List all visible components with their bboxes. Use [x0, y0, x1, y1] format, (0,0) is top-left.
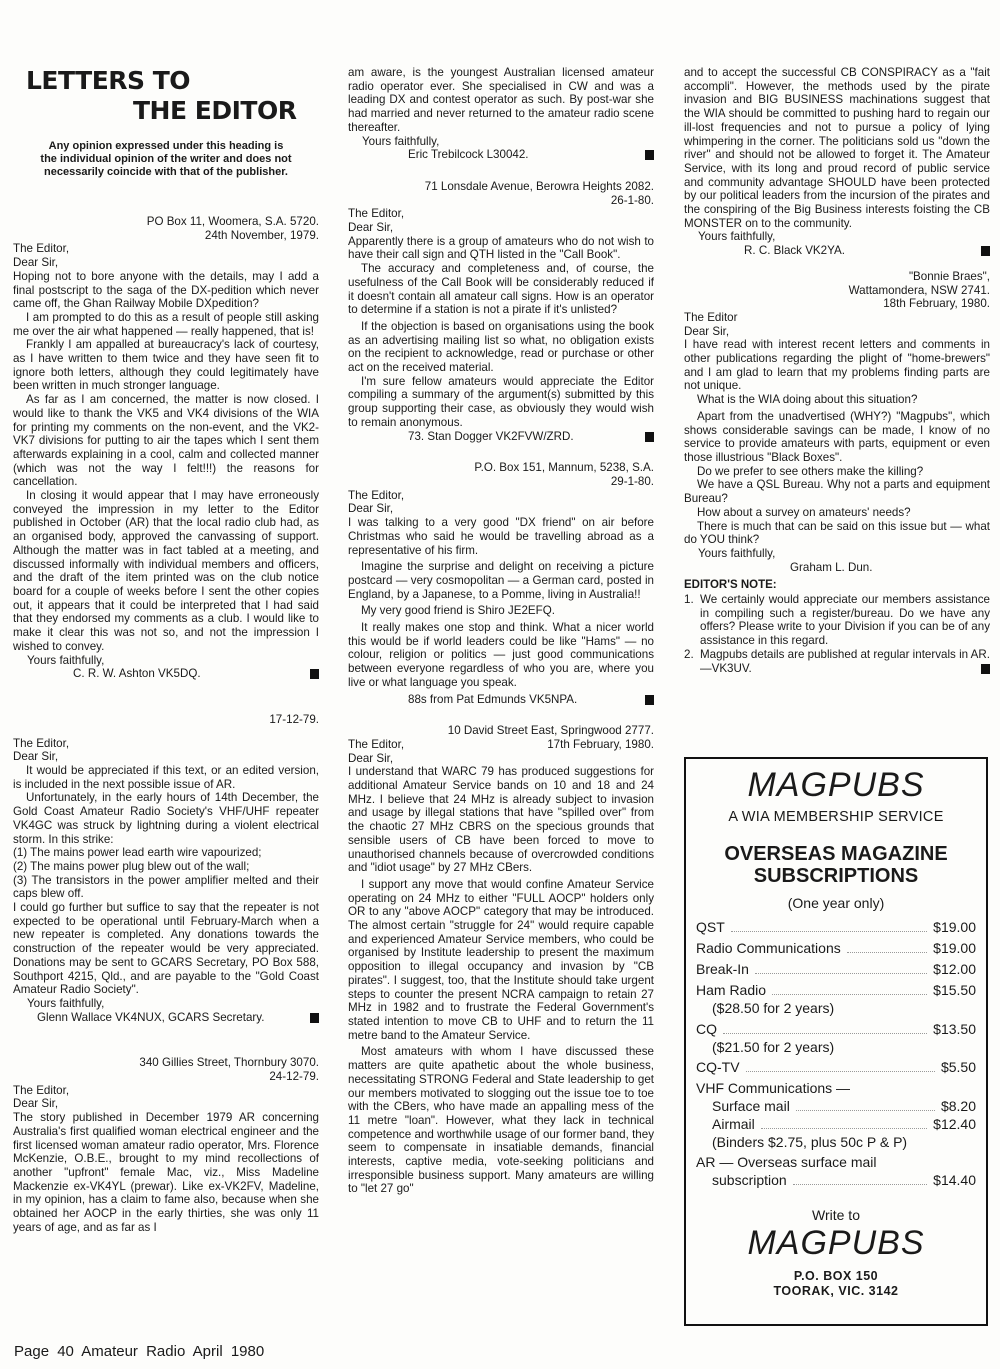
price-row [696, 919, 976, 936]
letter-paragraph: The accuracy and completeness and, of course, the usefulness of the Call Book will be considerably reduced if it doesn't contain all amateur call signs. How is an operator to determine if a station is not a pirate if it's unlisted? [348, 262, 654, 317]
magazine-price: $15.50 [933, 982, 976, 998]
column-2 [348, 66, 654, 1196]
letter-signature [684, 244, 990, 258]
letter-paragraph: Apparently there is a group of amateurs who do not wish to have their call sign and QTH listed in the "Call Book". [348, 234, 654, 262]
letter-address: P.O. Box 151, Mannum, 5238, S.A. [474, 461, 654, 475]
price-row [696, 1080, 976, 1097]
signature-text: R. C. Black VK2YA. [744, 244, 845, 258]
letter-closing: Yours faithfully, [27, 653, 105, 667]
letter-paragraph: I could go further but suffice to say that the repeater is not expected to be operational until February-March when a new repeater is completed. Any donations towards the construction of the repeater would be very appreciated. Donations may be sent to GCARS Secretary, PO Box 588, Southport 4215, Qld., and are payable to the "Gold Coast Amateur Radio Society". [13, 901, 319, 997]
magazine-price: $19.00 [933, 919, 976, 935]
letter-paragraph: I'm sure fellow amateurs would appreciate the Editor compiling a summary of the argument(s) submitted by this group supporting their case, as obviously they would wish to remain anonymous. [348, 374, 654, 429]
letter-paragraph: Frankly I am appalled at bureaucracy's lack of courtesy, as I have written to them twice and they have seen fit to ignore both letters, although they could legitimately have been written in much stronger language. [13, 338, 319, 393]
letter-paragraph: The story published in December 1979 AR concerning Australia's first qualified woman electrical engineer and the first licensed woman amateur radio operator, Mrs. Florence McKenzie, O.B.E., brought to my mind recollections of another "upfront" female Mac, viz., Miss Madeline Mackenzie ex-VK4YL (prewar). Like ex-VK2FV, Madeline, in my opinion, has a claim to fame also, because when she obtained her AOCP in the early thirties, she was only 11 years of age, and as far as I [13, 1111, 319, 1234]
price-row [696, 982, 976, 999]
ad-service-line: A WIA MEMBERSHIP SERVICE [728, 809, 944, 825]
signature-text: 73. Stan Dogger VK2FVW/ZRD. [408, 429, 574, 443]
leader-dots [755, 973, 927, 974]
ad-brand-bottom: MAGPUBS [747, 1223, 925, 1262]
letter-paragraph: I support any move that would confine Amateur Service operating on 24 MHz to either "FULL AOCP" holders only OR to any "above AOCP" category that may be introduced. The almost certain "struggle for 24" would require capable and experienced Amateur Service members, who could be organised by Institute leadership to present the maximum opposition to illegal occupancy and invasion by "CB pirates". I suggest, too, that the Institute should take urgent steps to counter the present NCRA campaign to retain 27 MHz in 1982 and to frustrate the Federal Government's stated intention to move CB to UHF and to return the 11 metre band to the Amateur Service. [348, 877, 654, 1042]
item-text: We certainly would appreciate our members assistance in compiling such a register/bureau. Do we have any offers? Please write to your Division if you can be of any assistance in this regard. [700, 593, 990, 648]
price-row [696, 1098, 976, 1115]
magazine-name: Surface mail [712, 1097, 790, 1114]
end-mark-icon [645, 695, 654, 705]
letter-salutation: The Editor, [348, 207, 405, 221]
letter-paragraph: We have a QSL Bureau. Why not a parts and equipment Bureau? [684, 478, 990, 506]
price-row [696, 1021, 976, 1038]
magazine-name: Airmail [712, 1115, 755, 1132]
letter-paragraph: I have read with interest recent letters and comments in other publications regarding the plight of "home-brewers" and I am glad to learn that my problems finding parts are not unique. [684, 338, 990, 393]
page-footer [14, 1343, 264, 1360]
letter-salutation: The Editor, [13, 736, 70, 750]
letter-closing: Yours faithfully, [698, 546, 776, 560]
letter-wallace [13, 713, 319, 1024]
letter-paragraph: If the objection is based on organisations using the book as an advertising mailing list so what, no obligation exists on the recipient to acknowledge, read or purchase or other act on the received material. [348, 319, 654, 375]
page-title [13, 66, 319, 126]
price-note: (Binders $2.75, plus 50c P & P) [712, 1133, 908, 1150]
letter-address: "Bonnie Braes", [908, 269, 990, 283]
letter-closing: Yours faithfully, [362, 134, 440, 148]
magazine-price: $13.50 [933, 1020, 976, 1037]
price-note: ($21.50 for 2 years) [712, 1038, 835, 1055]
title-line-1: LETTERS TO [26, 66, 191, 95]
magpubs-advertisement [684, 757, 988, 1326]
letter-paragraph: Imagine the surprise and delight on receiving a picture postcard — very cosmopolitan — a German card, posted in England, by a Japanese, to a Pomme, living in Australia!! [348, 560, 654, 601]
column-1 [13, 66, 319, 1235]
magazine-price: $8.20 [940, 1097, 976, 1114]
ad-heading [696, 843, 976, 887]
ad-brand: MAGPUBS [747, 766, 925, 804]
letter-list-item: (1) The mains power lead earth wire vapourized; [13, 846, 262, 860]
ad-write-to: Write to [812, 1206, 860, 1223]
letter-salutation: The Editor, [13, 242, 70, 256]
letter-paragraph: Apart from the unadvertised (WHY?) "Magpubs", which shows considerable savings can be made, I know of no service to provide amateurs with parts, equipment or even those illustrious "Black Boxes". [684, 409, 990, 464]
letter-list-item: (2) The mains power plug blew out of the wall; [13, 859, 250, 873]
letter-address: 10 David Street East, Springwood 2777. [447, 724, 654, 738]
letter-salutation: The Editor, [348, 488, 405, 502]
letter-closing: Yours faithfully, [27, 996, 105, 1010]
item-number: 2. [684, 647, 694, 661]
letter-dogger [348, 180, 654, 443]
letter-paragraph-continued: am aware, is the youngest Australian licensed amateur radio operator ever. She specialised in CW and was a leading DX and contest operator as such. By post-war she had married and never returned to the amateur radio scene thereafter. [348, 66, 654, 134]
letter-signature [13, 667, 319, 681]
letter-salutation: Dear Sir, [13, 750, 59, 764]
letter-salutation: The Editor [684, 310, 738, 324]
price-row [696, 1116, 976, 1133]
price-note: ($28.50 for 2 years) [712, 1000, 835, 1016]
letter-paragraph-continued: and to accept the successful CB CONSPIRACY as a "fait accompli". However, the methods used by the pirate invasion and BIG BUSINESS machinations suggest that the WIA should be committed to pushing hard to regain our ill-lost frequencies and not to pursue a policy of lying whimpering in the corner. The politicians sold us "down the river" and should not be allowed to forget it. The Amateur Service, with its long and proud record of public service and community advantage SHOULD have been protected by our political leaders from the incursion of the pirates and the conspiring of the Big Business interests foisting the CB MONSTER on to the community. [684, 66, 990, 230]
letter-edmunds [348, 461, 654, 706]
letter-signature [348, 430, 654, 444]
letter-paragraph: I am prompted to do this as a result of people still asking me over the air what happened — really happened, that is! [13, 310, 319, 338]
letter-salutation: Dear Sir, [348, 751, 394, 765]
letter-paragraph: Unfortunately, in the early hours of 14th December, the Gold Coast Amateur Radio Society's VHF/UHF repeater VK4GC was struck by lightning during a violent electrical storm. In this strike: [13, 791, 319, 846]
letter-paragraph: I understand that WARC 79 has produced suggestions for additional Amateur Service bands on 10 and 18 and 24 MHz. I believe that 24 MHz is already subject to invasion and usage by illegal stations that have "spilled over" from the chaotic 27 MHz CBRS on the specious grounds that sensible users of CB have been forced to move to unauthorised channels because of overcrowded conditions and "idiot usage" by 27 MHz CBers. [348, 765, 654, 875]
title-line-2: THE EDITOR [133, 96, 297, 125]
magazine-name: CQ [696, 1020, 717, 1037]
item-number: 1. [684, 593, 694, 607]
price-row [696, 1059, 976, 1076]
leader-dots [796, 1110, 935, 1111]
magazine-name: Radio Communications [696, 940, 841, 956]
ad-address-line: TOORAK, VIC. 3142 [773, 1283, 899, 1298]
ad-address-line: P.O. BOX 150 [793, 1268, 879, 1283]
leader-dots [731, 931, 927, 932]
letter-paragraph: My very good friend is Shiro JE2EFQ. [361, 604, 555, 618]
magazine-name: QST [696, 919, 725, 935]
letter-date: 24th November, 1979. [204, 228, 319, 242]
magazine-name: VHF Communications — [696, 1080, 851, 1096]
end-mark-icon [645, 150, 654, 160]
column-3 [684, 66, 990, 675]
letter-salutation: The Editor, [348, 737, 405, 751]
magazine-name: Break-In [696, 961, 749, 977]
letter-paragraph: There is much that can be said on this issue but — what do YOU think? [684, 519, 990, 547]
editors-note-heading: EDITOR'S NOTE: [684, 579, 777, 592]
magazine-name: Ham Radio [696, 982, 767, 998]
letter-paragraph: What is the WIA doing about this situation? [697, 393, 918, 407]
item-text: Magpubs details are published at regular intervals in AR.—VK3UV. [700, 647, 991, 675]
letter-paragraph: How about a survey on amateurs' needs? [697, 505, 911, 519]
letter-paragraph: It really makes one stop and think. What a nicer world this would be if world leaders could be like "Hams" — no colour, religion or politics — just good communications between everyone regardless of who you are, where you live or what language you speak. [348, 621, 654, 689]
price-row [696, 1154, 976, 1171]
signature-text: 88s from Pat Edmunds VK5NPA. [408, 692, 578, 706]
letter-header-row [348, 738, 654, 752]
price-list [696, 919, 976, 1189]
letter-paragraph: In closing it would appear that I may have erroneously conveyed the impression in my letter to the Editor published in October (AR) that the local radio club had, as an organised body, approved the canvassing of support. Although the matter was in fact tabled at a meeting, and discussed informally with individual members and officers, and the draft of the item printed was on the club notice board for a couple of weeks before I sent the other copies out, it appears that it could be interpreted that I had said that they endorsed my comments as a club. I would like to make it clear this was not so, and not the impression I wished to convey. [13, 489, 319, 653]
letter-date: 17-12-79. [269, 712, 319, 726]
letter-salutation: Dear Sir, [684, 324, 730, 338]
letter-date: 24-12-79. [269, 1070, 319, 1084]
letter-paragraph: I was talking to a very good "DX friend" on air before Christmas who said he would be travelling abroad as a representative of his firm. [348, 516, 654, 557]
letter-signature [13, 1011, 319, 1025]
end-mark-icon [981, 664, 990, 674]
leader-dots [761, 1128, 927, 1129]
letter-address: PO Box 11, Woomera, S.A. 5720. [146, 215, 319, 228]
end-mark-icon [310, 669, 319, 679]
letter-paragraph: Do we prefer to see others make the killing? [697, 464, 924, 478]
letter-salutation: Dear Sir, [348, 221, 394, 235]
signature-text: Glenn Wallace VK4NUX, GCARS Secretary. [37, 1010, 265, 1024]
ad-heading-line: OVERSEAS MAGAZINE [724, 843, 948, 865]
letter-black [348, 724, 654, 1196]
price-row [696, 940, 976, 957]
leader-dots [746, 1071, 935, 1072]
letter-date: 18th February, 1980. [883, 297, 990, 311]
ad-heading-line: SUBSCRIPTIONS [753, 865, 919, 887]
letter-trebilcock [13, 1056, 319, 1234]
letter-signature [348, 148, 654, 162]
letter-address: Wattamondera, NSW 2741. [848, 283, 990, 297]
disclaimer: Any opinion expressed under this heading is the individual opinion of the writer and does not necessarily coincide with that of the publisher. [40, 140, 292, 178]
letter-salutation: Dear Sir, [13, 256, 59, 270]
letter-date: 17th February, 1980. [547, 737, 654, 751]
letter-salutation: The Editor, [13, 1083, 70, 1097]
end-mark-icon [981, 246, 990, 256]
letter-signature [348, 693, 654, 707]
letter-paragraph: As far as I am concerned, the matter is now closed. I would like to thank the VK5 and VK4 divisions of the WIA for printing my comments on the non-event, and the VK2-VK7 divisions for putting to air the tapes which I sent them afterwards explaining in a cool, calm and collected manner (which was not the way I felt!!!) the reasons for cancellation. [13, 393, 319, 489]
editors-note [684, 579, 990, 675]
price-row [696, 1172, 976, 1189]
issue-date: April 1980 [192, 1343, 265, 1360]
letter-salutation: Dear Sir, [13, 1097, 59, 1111]
letter-paragraph: Hoping not to bore anyone with the details, may I add a final postscript to the saga of the DX-pedition which never came off, the Ghan Railway Mobile DXpedition? [13, 269, 319, 311]
end-mark-icon [310, 1013, 319, 1023]
ad-address [696, 1269, 976, 1299]
letter-closing: Yours faithfully, [698, 230, 776, 244]
editors-note-item [684, 593, 990, 648]
magazine-price: $12.00 [933, 961, 976, 977]
magazine-name: Amateur Radio [81, 1343, 186, 1360]
magazine-name: CQ-TV [696, 1059, 740, 1075]
letter-address: 340 Gillies Street, Thornbury 3070. [139, 1056, 319, 1070]
price-row [696, 961, 976, 978]
letter-signature: Graham L. Dun. [790, 560, 873, 574]
magazine-name: AR — Overseas surface mail [696, 1154, 877, 1170]
leader-dots [772, 994, 927, 995]
end-mark-icon [645, 432, 654, 442]
page-number: Page 40 [14, 1343, 74, 1360]
signature-text: Eric Trebilcock L30042. [408, 148, 529, 162]
magazine-price: $14.40 [933, 1171, 976, 1188]
letter-dun [684, 270, 990, 574]
magazine-price: $19.00 [933, 940, 976, 956]
editors-note-list [684, 593, 990, 675]
leader-dots [723, 1033, 927, 1034]
leader-dots [847, 952, 927, 953]
letter-salutation: Dear Sir, [348, 502, 394, 516]
magazine-price: $5.50 [940, 1059, 976, 1075]
letter-paragraph: It would be appreciated if this text, or an edited version, is included in the next possible issue of AR. [13, 764, 319, 791]
letter-date: 26-1-80. [610, 193, 654, 207]
magazine-price: $12.40 [933, 1115, 976, 1132]
leader-dots [793, 1184, 927, 1185]
letter-date: 29-1-80. [610, 474, 654, 488]
letter-paragraph: Most amateurs with whom I have discussed these matters are quite apathetic about the whole business, necessitating STRONG Federal and State leadership to get our members motivated to slogging out the issue toe to toe with the CBers, who have made an appalling mess of the 11 metre "loan". However, what they lack in technical competence and worthwhile usage of our former band, they seem to compensate in insatiable demands, financial interests, captive media, vote-seeking politicians and irresponsible business support. Many amateurs are willing to "let 27 go" [348, 1045, 654, 1196]
letter-ashton [13, 215, 319, 681]
ad-subheading: (One year only) [787, 895, 885, 911]
editors-note-item [684, 647, 991, 675]
letter-address: 71 Lonsdale Avenue, Berowra Heights 2082. [424, 179, 654, 193]
signature-text: C. R. W. Ashton VK5DQ. [73, 667, 201, 681]
letter-list-item: (3) The transistors in the power amplifier melted and their caps blew off. [13, 873, 319, 901]
magazine-name: subscription [712, 1171, 787, 1188]
